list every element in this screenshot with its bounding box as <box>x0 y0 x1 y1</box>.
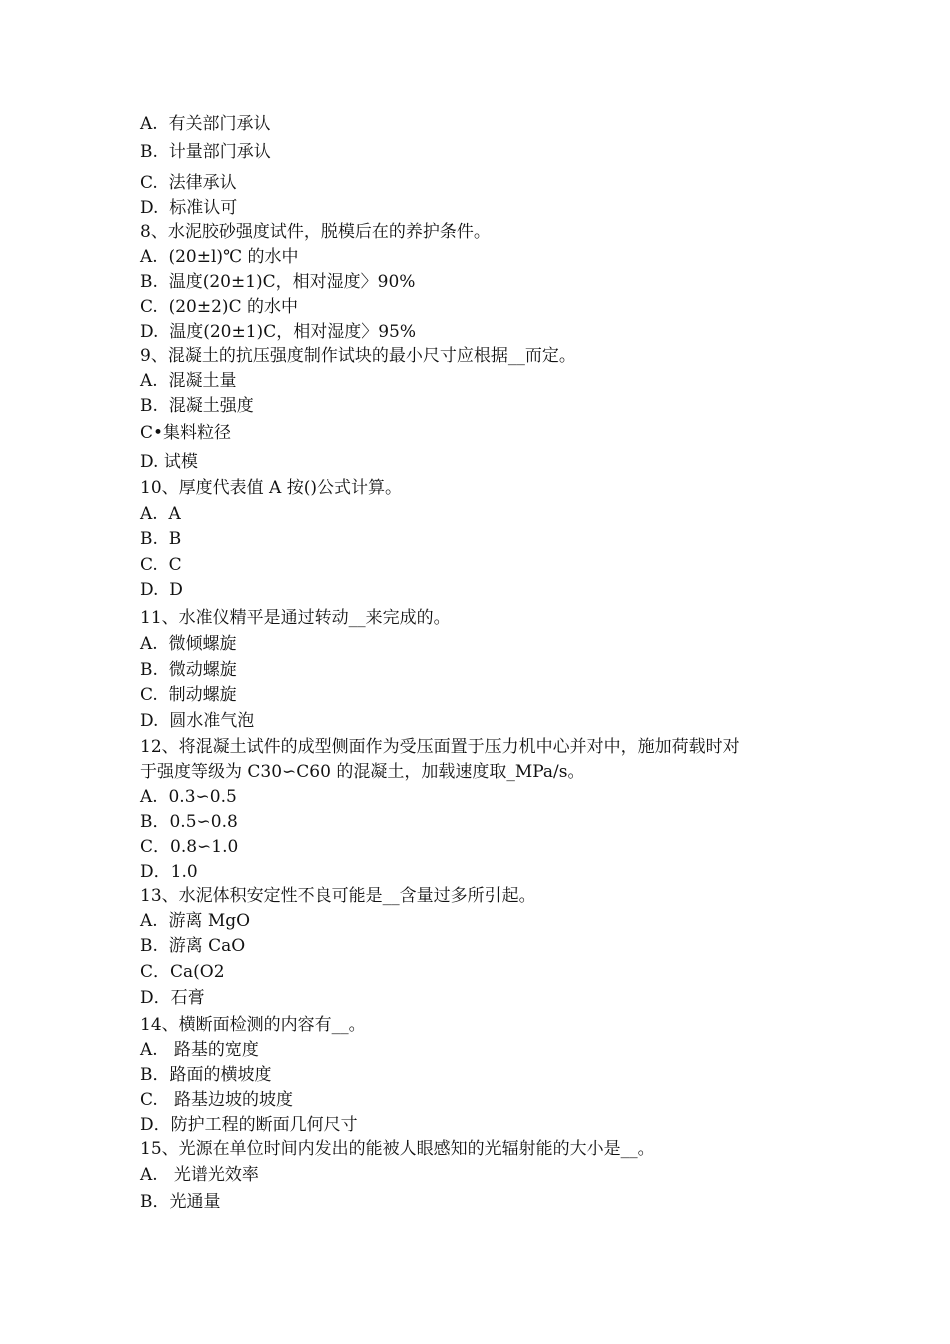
option-line: A. 游离 MgO <box>140 911 251 931</box>
option-line: D．石膏 <box>140 988 205 1008</box>
option-line: B. 游离 CaO <box>140 936 246 956</box>
option-line: B. B <box>140 529 182 549</box>
option-line: C. 法律承认 <box>140 173 237 193</box>
option-line: B．路面的横坡度 <box>140 1065 272 1085</box>
option-line: C. 制动螺旋 <box>140 685 237 705</box>
option-line: D. 标准认可 <box>140 198 238 218</box>
option-line: B．光通量 <box>140 1192 221 1212</box>
question-line: 12、将混凝土试件的成型侧面作为受压面置于压力机中心并对中，施加荷载时对 <box>140 737 740 757</box>
option-line: D. 圆水准气泡 <box>140 711 255 731</box>
option-line: D．防护工程的断面几何尺寸 <box>140 1115 358 1135</box>
question-line: 13、水泥体积安定性不良可能是__含量过多所引起。 <box>140 886 536 906</box>
option-line: B. 混凝土强度 <box>140 396 254 416</box>
option-line: D．1.0 <box>140 862 198 882</box>
option-line: B. 计量部门承认 <box>140 142 271 162</box>
option-line: A. 0.3∽0.5 <box>140 787 237 807</box>
option-line: D. 试模 <box>140 452 198 472</box>
option-line: A. A <box>140 504 181 524</box>
option-line: C．Ca(O2 <box>140 962 225 982</box>
question-line: 14、横断面检测的内容有__。 <box>140 1015 366 1035</box>
option-line: A. 光谱光效率 <box>140 1165 259 1185</box>
option-line: D. D <box>140 580 183 600</box>
option-line: A. 有关部门承认 <box>140 114 271 134</box>
option-line: C. C <box>140 555 182 575</box>
question-line: 9、混凝土的抗压强度制作试块的最小尺寸应根据__而定。 <box>140 346 576 366</box>
option-line: A. 混凝土量 <box>140 371 237 391</box>
option-line: C•集料粒径 <box>140 423 232 443</box>
question-line: 8、水泥胶砂强度试件，脱模后在的养护条件。 <box>140 222 491 242</box>
option-line: A. (20±l)℃ 的水中 <box>140 247 299 267</box>
question-line: 11、水准仪精平是通过转动__来完成的。 <box>140 608 451 628</box>
option-line: D. 温度(20±1)C，相对湿度〉95% <box>140 322 416 342</box>
question-line: 10、厚度代表值 A 按()公式计算。 <box>140 478 402 498</box>
option-line: A. 微倾螺旋 <box>140 634 237 654</box>
option-line: C. (20±2)C 的水中 <box>140 297 298 317</box>
question-line: 于强度等级为 C30∽C60 的混凝土，加载速度取_MPa/s。 <box>140 762 585 782</box>
option-line: B．0.5∽0.8 <box>140 812 238 832</box>
question-line: 15、光源在单位时间内发出的能被人眼感知的光辐射能的大小是__。 <box>140 1139 655 1159</box>
option-line: B. 温度(20±1)C，相对湿度〉90% <box>140 272 416 292</box>
option-line: A. 路基的宽度 <box>140 1040 259 1060</box>
option-line: C. 路基边坡的坡度 <box>140 1090 294 1110</box>
option-line: B. 微动螺旋 <box>140 660 237 680</box>
option-line: C．0.8∽1.0 <box>140 837 239 857</box>
